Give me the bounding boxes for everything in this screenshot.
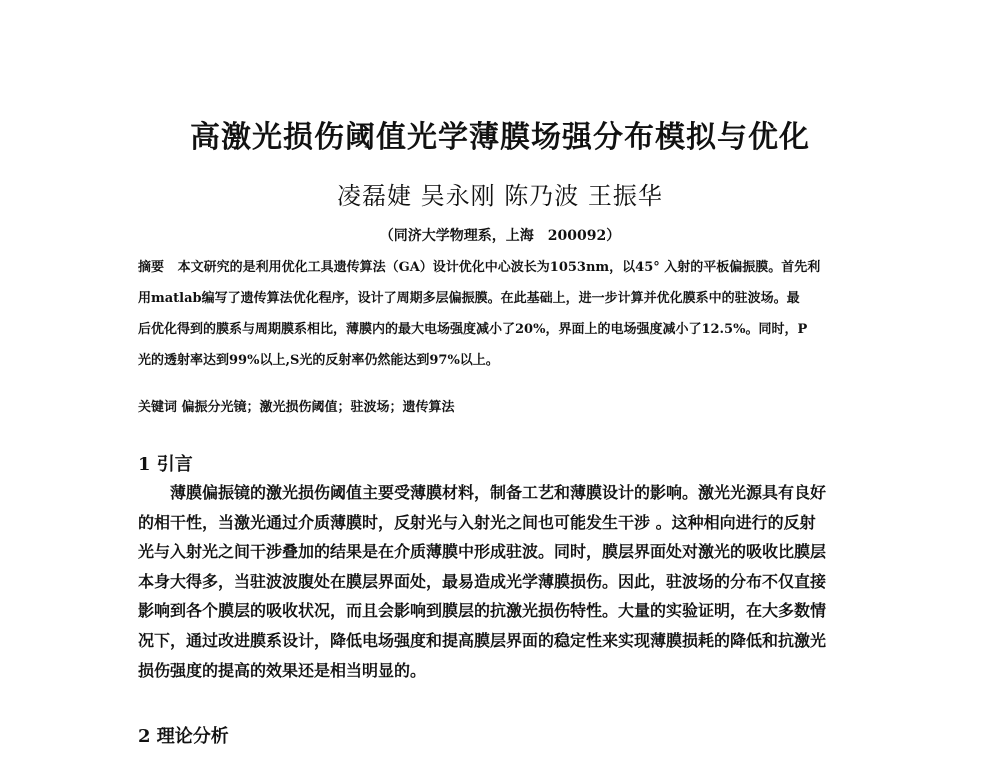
introduction-paragraph — [138, 478, 896, 685]
abstract-line: 用matlab编写了遗传算法优化程序，设计了周期多层偏振膜。在此基础上，进一步计算并优化膜系中的驻波场。最 — [138, 291, 800, 306]
paragraph-line: 光与入射光之间干涉叠加的结果是在介质薄膜中形成驻波。同时，膜层界面处对激光的吸收比膜层 — [138, 542, 827, 562]
keywords-text: 偏振分光镜；激光损伤阈值；驻波场；遗传算法 — [181, 400, 455, 415]
abstract-line: 光的透射率达到99%以上,S光的反射率仍然能达到97%以上。 — [138, 353, 499, 368]
paragraph-line: 本身大得多，当驻波波腹处在膜层界面处，最易造成光学薄膜损伤。因此，驻波场的分布不仅直接 — [138, 571, 827, 591]
abstract-line — [138, 252, 890, 283]
section-heading-introduction: 1 引言 — [138, 454, 193, 475]
paragraph-line: 影响到各个膜层的吸收状况，而且会影响到膜层的抗激光损伤特性。大量的实验证明，在大多数情 — [138, 601, 827, 621]
keywords — [138, 395, 890, 421]
abstract-label: 摘要 — [138, 260, 165, 275]
paragraph-line: 况下，通过改进膜系设计，降低电场强度和提高膜层界面的稳定性来实现薄膜损耗的降低和抗激光 — [138, 630, 827, 650]
abstract-line: 后优化得到的膜系与周期膜系相比，薄膜内的最大电场强度减小了20%，界面上的电场强度减小了12.5%。同时，P — [138, 322, 808, 337]
paper-title: 高激光损伤阈值光学薄膜场强分布模拟与优化 — [190, 120, 810, 155]
paragraph-line — [138, 478, 896, 508]
author-list: 凌磊婕 吴永刚 陈乃波 王振华 — [337, 182, 663, 210]
abstract-text: 本文研究的是利用优化工具遗传算法（GA）设计优化中心波长为1053nm，以45° 入射的平板偏振膜。首先利 — [177, 260, 821, 275]
keywords-label: 关键词 — [138, 400, 178, 415]
paragraph-line-text: 薄膜偏振镜的激光损伤阈值主要受薄膜材料，制备工艺和薄膜设计的影响。激光光源具有良好 — [170, 483, 827, 502]
affiliation: （同济大学物理系，上海 200092） — [379, 228, 621, 244]
section-heading-theory: 2 理论分析 — [138, 726, 229, 747]
paragraph-line: 损伤强度的提高的效果还是相当明显的。 — [138, 660, 427, 680]
paragraph-line: 的相干性，当激光通过介质薄膜时，反射光与入射光之间也可能发生干涉 。这种相向进行的反射 — [138, 512, 816, 532]
abstract — [138, 252, 890, 376]
